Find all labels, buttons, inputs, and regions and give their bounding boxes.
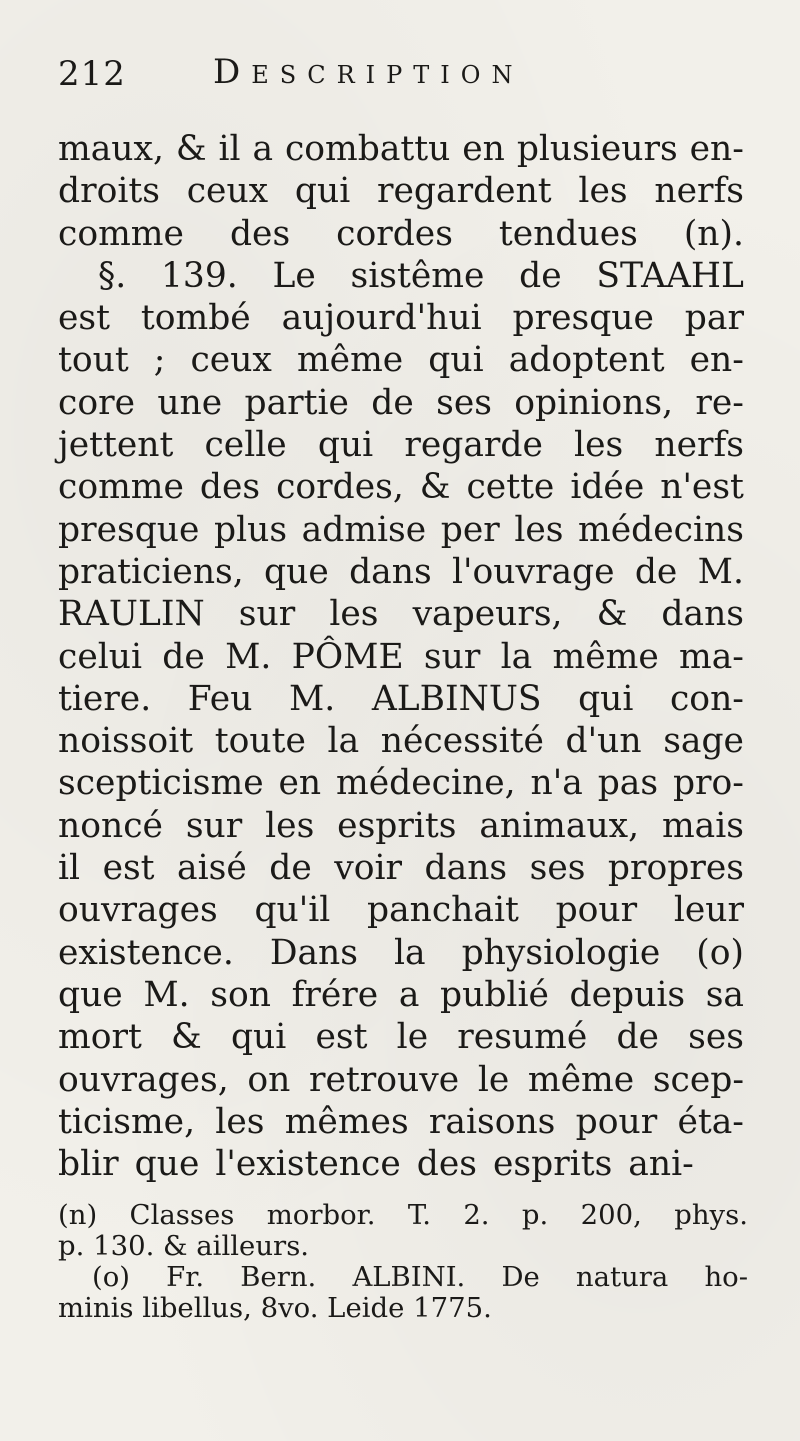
word: est	[102, 848, 155, 889]
word: (n)	[58, 1199, 98, 1231]
word: scep-	[652, 1059, 744, 1100]
word: même	[296, 340, 404, 381]
word: ceux	[190, 340, 272, 381]
word: les	[329, 594, 379, 635]
word: M.	[288, 678, 336, 719]
word: n'a	[530, 763, 583, 804]
word: de	[371, 382, 414, 423]
word: frére	[291, 974, 379, 1015]
word: De	[501, 1261, 540, 1293]
body-text	[58, 128, 744, 1185]
text-line	[58, 762, 744, 804]
text-line	[58, 509, 744, 551]
word: de	[519, 255, 562, 296]
word: en-	[689, 340, 744, 381]
word: nécessité	[380, 721, 544, 762]
word: RAULIN	[58, 594, 205, 635]
word: physiologie	[461, 932, 661, 973]
word: éta-	[677, 1101, 744, 1142]
word: toute	[214, 721, 306, 762]
word: ouvrages,	[58, 1059, 229, 1100]
word: on	[247, 1059, 291, 1100]
word: combattu	[284, 129, 451, 169]
word: nerfs	[654, 425, 744, 466]
word: plusieurs	[516, 129, 678, 169]
word: sage	[663, 721, 744, 762]
word: sur	[423, 636, 481, 677]
word: &	[171, 1017, 202, 1058]
word: leur	[673, 890, 744, 931]
word: depuis	[569, 974, 686, 1015]
word: animaux,	[479, 805, 640, 846]
text-line	[58, 636, 744, 678]
word: médecins	[578, 509, 744, 550]
word: praticiens,	[58, 551, 244, 592]
word: publié	[440, 974, 549, 1015]
text-line	[58, 1059, 744, 1101]
text-line	[58, 889, 744, 931]
word: les	[514, 509, 564, 550]
word: regardent	[377, 171, 552, 212]
word: les	[215, 1101, 265, 1142]
word: qui	[294, 171, 351, 212]
footnote-o-line-2	[58, 1293, 748, 1324]
word: re-	[695, 382, 744, 423]
word: (o)	[696, 932, 744, 973]
word: que	[264, 551, 329, 592]
text-line	[58, 466, 744, 508]
word: mort	[58, 1017, 142, 1058]
word: cette	[466, 467, 555, 508]
word: d'un	[565, 721, 642, 762]
word: que	[134, 1144, 200, 1185]
word: Classes	[129, 1199, 235, 1231]
word: qui	[578, 678, 634, 719]
text-line	[58, 1101, 744, 1143]
word: existence.	[58, 932, 234, 973]
word: est	[58, 298, 110, 339]
word: ;	[153, 340, 166, 381]
word: retrouve	[309, 1059, 460, 1100]
word: idée	[570, 467, 645, 508]
word: de	[269, 848, 312, 889]
word: ho-	[704, 1261, 748, 1293]
word: jettent	[58, 425, 174, 466]
word: médecine,	[336, 763, 516, 804]
word: en	[462, 129, 505, 169]
word: dans	[424, 848, 508, 889]
page-number: 212	[58, 54, 126, 94]
text-line	[58, 128, 744, 170]
word: l'existence	[215, 1144, 401, 1185]
running-title: Description	[213, 52, 524, 92]
text-line	[58, 1143, 744, 1185]
word: plus	[214, 509, 288, 550]
text-line	[58, 593, 744, 635]
word: sur	[185, 805, 243, 846]
word: nerfs	[654, 171, 744, 212]
word: 200,	[580, 1199, 642, 1231]
text-line	[58, 255, 744, 297]
word: tombé	[140, 298, 251, 339]
word: des	[199, 467, 261, 508]
footnote-n-line-2	[58, 1231, 748, 1262]
text-line	[58, 424, 744, 466]
word: le	[396, 1017, 429, 1058]
word: dans	[661, 594, 744, 635]
word: n'est	[660, 467, 744, 508]
word: son	[210, 974, 271, 1015]
word: ma-	[679, 636, 744, 677]
text-line	[58, 551, 744, 593]
word: en-	[689, 129, 744, 169]
word: &	[175, 129, 207, 169]
word: de	[162, 636, 205, 677]
word: de	[634, 551, 678, 592]
text-line	[58, 932, 744, 974]
word: aisé	[177, 848, 247, 889]
word: tiere.	[58, 678, 152, 719]
word: ses	[529, 848, 586, 889]
word: les	[265, 805, 315, 846]
word: blir	[58, 1144, 119, 1185]
word: ani-	[628, 1144, 694, 1185]
word: phys.	[674, 1199, 748, 1231]
word: aujourd'hui	[281, 298, 482, 339]
word: pour	[575, 1101, 658, 1142]
word: STAAHL	[596, 255, 744, 296]
text-line	[58, 339, 744, 381]
running-head	[58, 48, 748, 98]
word: sa	[705, 974, 744, 1015]
word: sur	[238, 594, 296, 635]
word: resumé	[457, 1017, 588, 1058]
word: &	[596, 594, 628, 635]
word: tendues	[498, 213, 638, 254]
footnotes	[58, 1200, 748, 1324]
word: pour	[555, 890, 638, 931]
word: l'ouvrage	[451, 551, 615, 592]
word: qu'il	[254, 890, 331, 931]
word: PÔME	[291, 636, 404, 677]
word: en	[278, 763, 322, 804]
word: de	[616, 1017, 659, 1058]
word: par	[684, 298, 744, 339]
word: presque	[58, 509, 200, 550]
word: T.	[407, 1199, 431, 1231]
word: Feu	[187, 678, 253, 719]
word: cordes	[336, 213, 453, 254]
word: noissoit	[58, 721, 194, 762]
footnote-n-line-1	[58, 1200, 748, 1231]
word: esprits	[337, 805, 457, 846]
text-line	[58, 847, 744, 889]
word: qui	[230, 1017, 287, 1058]
word: ses	[436, 382, 492, 423]
word: adoptent	[508, 340, 665, 381]
footnote-n-text-cont: p. 130. & ailleurs.	[58, 1230, 310, 1262]
word: ouvrages	[58, 890, 218, 931]
word: admise	[301, 509, 427, 550]
word: ALBINUS	[371, 678, 542, 719]
word: la	[500, 636, 533, 677]
word: voir	[334, 848, 403, 889]
word: (n).	[683, 213, 744, 254]
text-line	[58, 382, 744, 424]
word: même	[527, 1059, 635, 1100]
word: ceux	[186, 171, 269, 212]
word: ALBINI.	[352, 1261, 466, 1293]
word: noncé	[58, 805, 163, 846]
word: raisons	[428, 1101, 556, 1142]
word: qui	[428, 340, 484, 381]
word: des	[416, 1144, 477, 1185]
word: celle	[204, 425, 287, 466]
word: per	[440, 509, 500, 550]
text-line	[58, 170, 744, 212]
word: esprits	[492, 1144, 613, 1185]
word: core	[58, 382, 136, 423]
word: la	[327, 721, 360, 762]
word: partie	[244, 382, 349, 423]
word: opinions,	[514, 382, 674, 423]
word: presque	[512, 298, 654, 339]
word: mêmes	[284, 1101, 409, 1142]
text-line	[58, 1016, 744, 1058]
word: scepticisme	[58, 763, 264, 804]
word: 2.	[463, 1199, 490, 1231]
word: Dans	[269, 932, 358, 973]
word: même	[552, 636, 659, 677]
word: les	[578, 171, 628, 212]
text-line	[58, 974, 744, 1016]
word: vapeurs,	[412, 594, 563, 635]
footnote-o-text-cont: minis libellus, 8vo. Leide 1775.	[58, 1292, 492, 1324]
word: cordes,	[276, 467, 404, 508]
word: panchait	[366, 890, 519, 931]
footnote-o-line-1	[58, 1262, 748, 1293]
text-line	[58, 720, 744, 762]
word: M.	[225, 636, 272, 677]
word: pro-	[672, 763, 744, 804]
word: morbor.	[266, 1199, 376, 1231]
text-line	[58, 678, 744, 720]
word: ticisme,	[58, 1101, 196, 1142]
word: M.	[143, 974, 190, 1015]
word: la	[393, 932, 426, 973]
word: Fr.	[166, 1261, 205, 1293]
word: natura	[575, 1261, 669, 1293]
word: ses	[688, 1017, 744, 1058]
word: les	[574, 425, 624, 466]
text-line	[58, 297, 744, 339]
word: p.	[521, 1199, 549, 1231]
word: &	[419, 467, 451, 508]
word: tout	[58, 340, 129, 381]
word: mais	[661, 805, 744, 846]
text-line	[58, 805, 744, 847]
word: celui	[58, 636, 143, 677]
word: §.	[98, 255, 127, 296]
word: sistême	[350, 255, 485, 296]
word: une	[157, 382, 223, 423]
word: Le	[272, 255, 316, 296]
word: comme	[58, 213, 184, 254]
word: regarde	[404, 425, 543, 466]
word: con-	[669, 678, 744, 719]
word: comme	[58, 467, 184, 508]
word: a	[398, 974, 420, 1015]
word: propres	[607, 848, 744, 889]
word: pas	[597, 763, 659, 804]
word: dans	[349, 551, 432, 592]
word: a	[252, 129, 274, 169]
word: (o)	[92, 1261, 131, 1293]
word: il	[58, 848, 81, 889]
word: qui	[317, 425, 374, 466]
word: M.	[697, 551, 744, 592]
word: est	[315, 1017, 368, 1058]
word: que	[58, 974, 123, 1015]
word: droits	[58, 171, 160, 212]
word: le	[477, 1059, 510, 1100]
word: il	[218, 129, 241, 169]
text-line	[58, 213, 744, 255]
word: des	[229, 213, 291, 254]
word: maux,	[58, 129, 164, 169]
word: 139.	[160, 255, 238, 296]
word: Bern.	[240, 1261, 317, 1293]
